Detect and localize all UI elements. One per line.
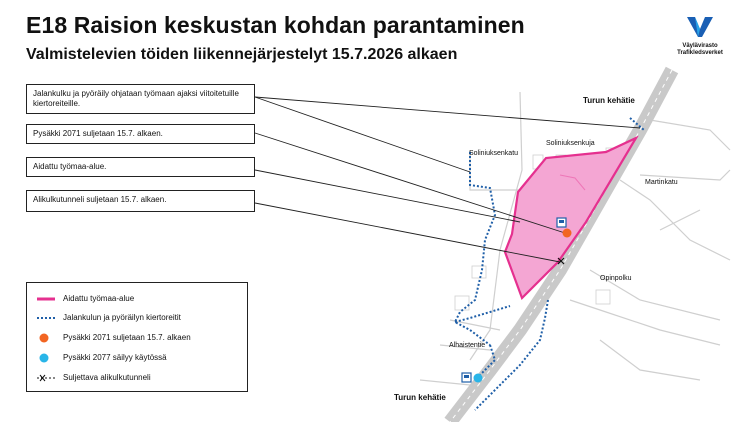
road-label-turun-north: Turun kehätie — [583, 96, 635, 105]
road-label-turun-south: Turun kehätie — [394, 393, 446, 402]
work-area-swatch-icon — [37, 293, 57, 305]
callout-underpass-text: Alikulkutunneli suljetaan 15.7. alkaen. — [33, 195, 167, 204]
map-legend — [26, 282, 248, 392]
logo-text-sv: Trafikledsverket — [677, 50, 723, 56]
callout-fenced-area — [26, 157, 255, 177]
underpass-swatch-icon — [37, 372, 57, 384]
street-label-alhaistentie: Alhaistentie — [449, 342, 486, 349]
callout-stop-2071 — [26, 124, 255, 144]
legend-label: Jalankulun ja pyöräilyn kiertoreitit — [63, 313, 181, 322]
street-label-opinpolku: Opinpolku — [600, 275, 632, 282]
legend-label: Pysäkki 2071 suljetaan 15.7. alkaen — [63, 333, 191, 342]
cyan-dot-icon — [37, 352, 57, 364]
page-title: E18 Raision keskustan kohdan parantaminen — [26, 12, 525, 38]
logo-text-fi: Väylävirasto — [682, 43, 718, 49]
callout-detour — [26, 84, 255, 114]
street-label-soliniuksenkuja: Soliniuksenkuja — [546, 140, 595, 147]
callout-detour-text: Jalankulku ja pyöräily ohjataan työmaan ajaksi viitoitetuille kiertoreiteille. — [33, 89, 239, 108]
callout-stop-2071-text: Pysäkki 2071 suljetaan 15.7. alkaen. — [33, 129, 163, 138]
detour-swatch-icon — [37, 312, 57, 324]
legend-label: Suljettava alikulkutunneli — [63, 373, 151, 382]
orange-dot-icon — [37, 332, 57, 344]
page-subtitle: Valmistelevien töiden liikennejärjestelyt 15.7.2026 alkaen — [26, 46, 458, 63]
street-label-martinkatu: Martinkatu — [645, 179, 678, 186]
callout-fenced-area-text: Aidattu työmaa-alue. — [33, 162, 107, 171]
fenced-work-area — [505, 138, 636, 298]
callout-underpass — [26, 190, 255, 212]
bus-stop-2077-icon — [462, 373, 483, 383]
street-label-soliniuksenkatu: Soliniuksenkatu — [469, 150, 519, 157]
legend-label: Aidattu työmaa-alue — [63, 294, 135, 303]
legend-label: Pysäkki 2077 säilyy käytössä — [63, 353, 167, 362]
